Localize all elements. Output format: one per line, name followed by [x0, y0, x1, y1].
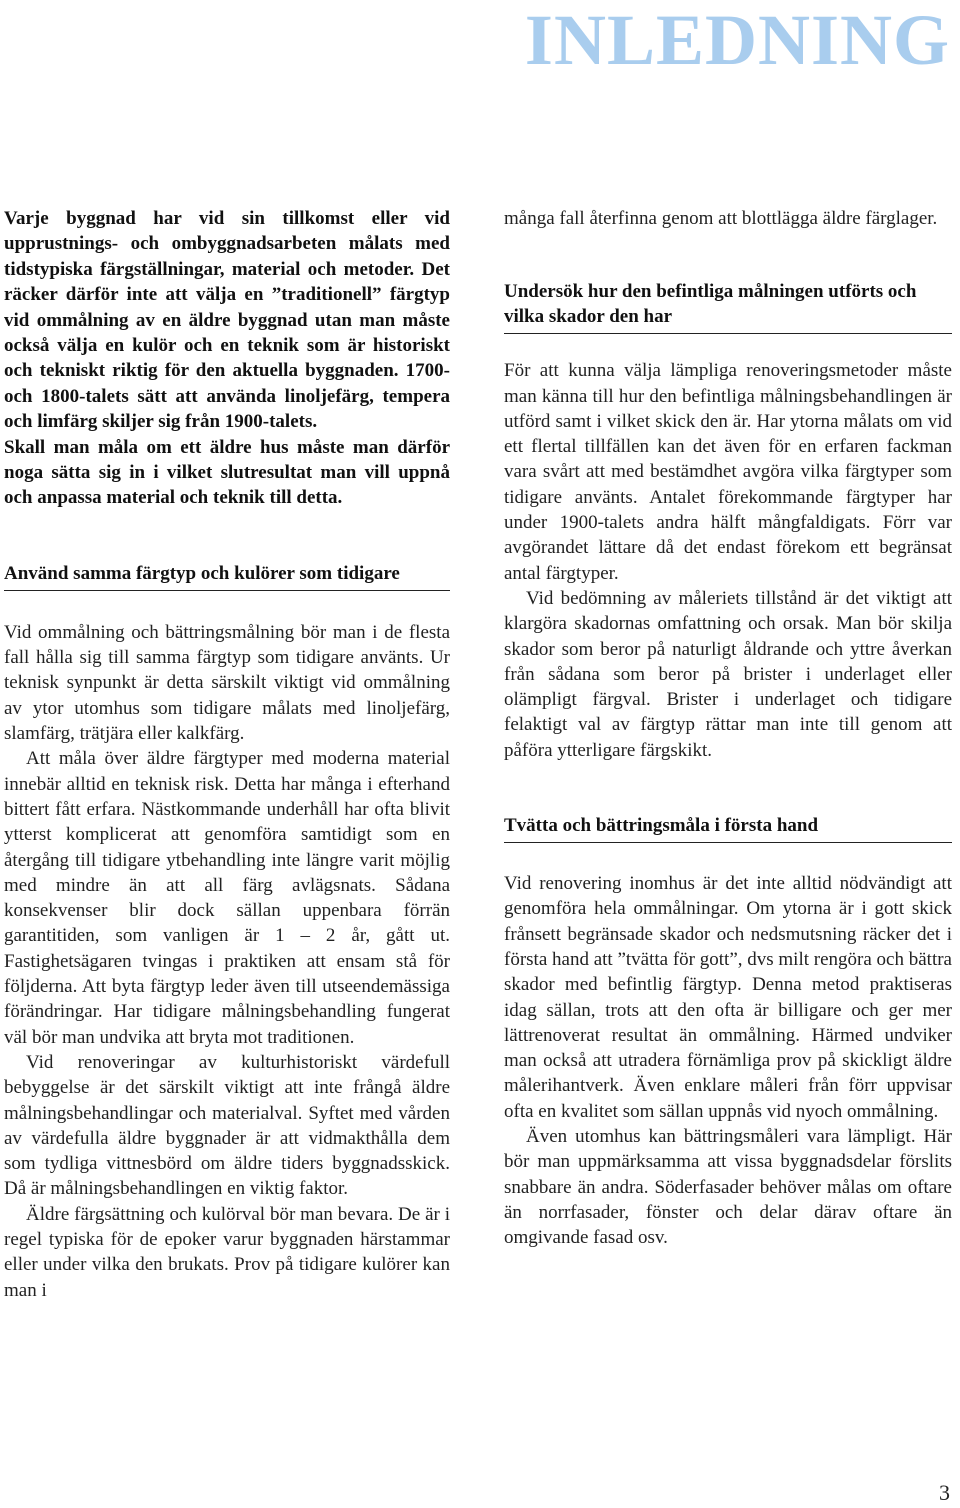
body-paragraph: Att måla över äldre färgtyper med moderna material innebär alltid en teknisk risk. Detta har många i efterhand bittert fått erfara. Nästkommande underhåll har ofta blivit ytterst komplicerat att genomföra samtidigt som en återgång till tidigare ytbehandling inte längre varit möjlig med mindre än att all färg avlägsnats. Sådana konsekvenser blir dock sällan uppenbara förrän garantitiden, som vanligen är 1 – 2 år, gått ut. Fastighetsägaren tvingas i praktiken att ensam stå för följderna. Att byta färgtyp leder även till utseendemässiga förändringar. Har tidigare målningsbehandling fungerat väl bör man undvika att bryta mot traditionen.	[4, 748, 450, 1048]
body-paragraph: För att kunna välja lämpliga renoveringsmetoder måste man känna till hur den befintliga målningsbehandlingen är utförd samt i vilket skick den är. Har ytorna målats om vid ett flertal tillfällen kan det även för en erfaren fackman vara svårt att med bestämdhet avgöra vilka färgtyper som tidigare använts. Antalet förekommande färgtyper har under 1900-talets andra hälft mångfaldigats. Förr var avgörandet lättare då det endast förekom ett begränsat antal färgtyper.	[504, 360, 952, 584]
section-heading-wash-and-touch-up: Tvätta och bättringsmåla i första hand	[504, 813, 952, 843]
continued-paragraph: många fall återfinna genom att blottlägga äldre färglager.	[504, 208, 938, 229]
intro-paragraph: Skall man måla om ett äldre hus måste man därför noga sätta sig in i vilket slutresultat man vill uppnå och anpassa material och teknik till detta.	[4, 436, 450, 509]
section-heading-inspect-painting: Undersök hur den befintliga målningen utförts och vilka skador den har	[504, 279, 952, 334]
right-column	[504, 206, 952, 1251]
left-column	[4, 206, 450, 1303]
body-paragraph: Vid renoveringar av kulturhistoriskt värdefull bebyggelse är det särskilt viktigt att inte frångå äldre målningsbehandlingar och materialval. Syftet med vården av värdefulla äldre byggnader är att vidmakthålla dem som tydliga vittnesbörd om äldre tiders byggnadsskick. Då är målningsbehandlingen en viktig faktor.	[4, 1051, 450, 1200]
body-paragraph: Även utomhus kan bättringsmåleri vara lämpligt. Här bör man uppmärksamma att vissa byggnadsdelar förslits snabbare än andra. Söderfasader behöver målas om oftare än norrfasader, fönster och delar därav oftare än omgivande fasad osv.	[504, 1126, 952, 1249]
section-heading-same-paint-type: Använd samma färgtyp och kulörer som tidigare	[4, 561, 450, 591]
body-paragraph: Äldre färgsättning och kulörval bör man bevara. De är i regel typiska för de epoker varur byggnaden härstammar eller under vilka den brukats. Prov på tidigare kulörer kan man i	[4, 1203, 450, 1301]
page-title: INLEDNING	[524, 0, 950, 80]
intro-paragraph: Varje byggnad har vid sin tillkomst eller vid upprustnings- och ombyggnadsarbeten målats med tidstypiska färgställningar, material och metoder. Det räcker därför inte att välja en ”traditionell” färgtyp vid ommålning av en äldre byggnad utan man måste också välja en kulör och en teknik som är historiskt och tekniskt riktig för den aktuella byggnaden. 1700- och 1800-talets sätt att använda linoljefärg, tempera och limfärg skiljer sig från 1900-talets.	[4, 208, 450, 433]
body-paragraph: Vid ommålning och bättringsmålning bör man i de flesta fall hålla sig till samma färgtyp som tidigare använts. Ur teknisk synpunkt är detta särskilt viktigt vid ommålning av ytor utomhus som tidigare målats med linoljefärg, slamfärg, trätjära eller kalkfärg.	[4, 621, 450, 745]
page-number: 3	[939, 1480, 950, 1505]
body-paragraph: Vid renovering inomhus är det inte alltid nödvändigt att genomföra hela ommålningar. Om ytorna är i gott skick frånsett begränsade skador och nedsmutsning räcker det i första hand att ”tvätta för gott”, dvs milt rengöra och bättra skador med befintlig färgtyp. Denna metod praktiseras idag sällan, trots att den ofta är billigare och ger mer lättrenoverat resultat än ommålning. Härmed undviker man också att utradera förnämliga prov på skickligt äldre målerihantverk. Även enklare måleri från förr uppvisar ofta en kvalitet som sällan uppnås vid nyoch ommålning.	[504, 873, 952, 1122]
body-paragraph: Vid bedömning av måleriets tillstånd är det viktigt att klargöra skadornas omfattning och orsak. Man bör skilja skador som beror på naturligt åldrande och yttre åverkan från sådana som beror på brister i underlaget eller olämpligt färgval. Brister i underlaget och tidigare felaktigt val av färgtyp rättar man inte till genom att påföra ytterligare färgskikt.	[504, 587, 952, 761]
